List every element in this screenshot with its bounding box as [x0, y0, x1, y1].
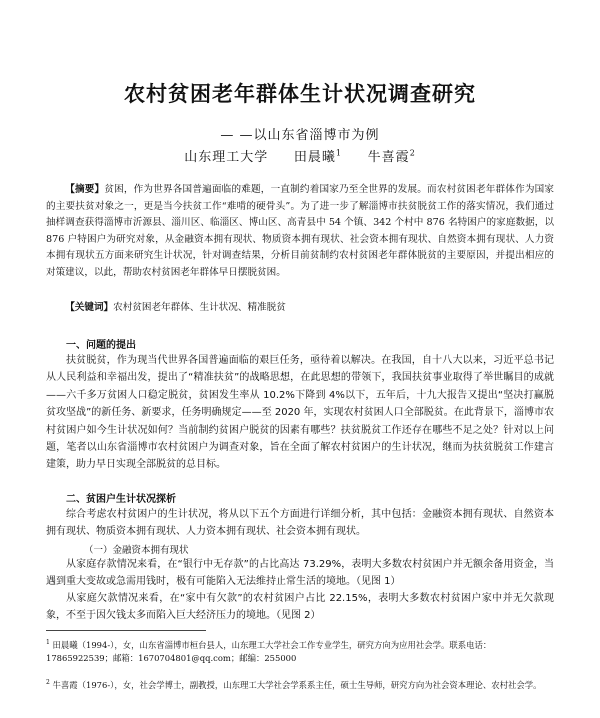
footnote-mark: 2: [409, 148, 416, 158]
keywords: [46, 300, 554, 316]
footnote-mark: 2: [46, 679, 50, 686]
paper-title: 农村贫困老年群体生计状况调查研究: [124, 81, 476, 106]
footnote-divider: [46, 630, 206, 631]
author-name: 田晨曦: [293, 150, 336, 165]
footnote: [46, 676, 554, 692]
abstract-text: 贫困，作为世界各国普遍面临的难题，一直制约着国家乃至全世界的发展。而农村贫困老年群体作为国家的主要扶贫对象之一，更是当今扶贫工作“难啃的硬骨头”。为了进一步了解淄博市扶贫脱贫工作的落实情况，我们通过抽样调查获得淄博市沂源县、淄川区、临淄区、博山区、高青县中 54 个镇、342 个村中 876 名特困户的家庭数据，以 876 户特困户为研究对象，从金融资本拥有现状、物质资本拥有现状、社会资本拥有现状、自然资本拥有现状、人力资本拥有现状五方面来研究生计状况，针对调查结果，分析目前贫制约农村贫困老年群体脱贫的主要原因，并提出相应的对策建议，以此，帮助农村贫困老年群体早日摆脱贫困。: [46, 184, 555, 278]
body-paragraph: 扶贫脱贫，作为现当代世界各国普遍面临的艰巨任务，亟待着以解决。在我国，自十八大以来，习近平总书记从人民利益和幸福出发，提出了“精准扶贫”的战略思想，在此思想的带领下，我国扶贫事业取得了举世瞩目的成就——六千多万贫困人口稳定脱贫，贫困发生率从 10.2%下降到 4%以下，五年后，十九大报告又提出“坚决打赢脱贫攻坚战”的新任务、新要求，任务明确规定——至 2020 年，实现农村贫困人口全部脱贫。在此背景下，淄博市农村贫困户如今生计状况如何？当前制约贫困户脱贫的因素有哪些？扶贫脱贫工作还存在哪些不足之处？针对以上问题，笔者以山东省淄博市农村贫困户为调查对象，旨在全面了解农村贫困户的生计状况，继而为扶贫脱贫工作建言建策，助力早日实现全部脱贫的总目标。: [46, 355, 554, 471]
body-paragraph: 综合考虑农村贫困户的生计状况，将从以下五个方面进行详细分析，其中包括：金融资本拥有现状、自然资本拥有现状、物质资本拥有现状、人力资本拥有现状、社会资本拥有现状。: [46, 509, 554, 538]
section-heading: 二、贫困户生计状况探析: [66, 494, 176, 505]
affiliation: 山东理工大学: [184, 150, 269, 165]
subsection-heading: （一）金融资本拥有现状: [84, 545, 189, 556]
body-paragraph: 从家庭存款情况来看，在“银行中无存款”的占比高达 73.29%，表明大多数农村贫困户并无额余备用资金，当遇到重大变故或急需用钱时，极有可能陷入无法维持止常生活的境地。（见图 1）: [46, 559, 554, 588]
footnote-text: 田晨曦（1994-），女，山东省淄博市桓台县人，山东理工大学社会工作专业学生，研究方向为应用社会学。联系电话：17865922539；邮箱：1670704801@qq.com；邮编：255000: [46, 639, 492, 663]
abstract-label: 【摘要】: [65, 184, 105, 195]
footnote-mark: 1: [335, 148, 342, 158]
abstract: [46, 182, 554, 282]
keywords-label: 【关键词】: [65, 302, 114, 313]
body-paragraph: 从家庭欠款情况来看，在“家中有欠款”的农村贫困户占比 22.15%，表明大多数农村贫困户家中并无欠款现象，不至于因欠钱太多而陷入巨大经济压力的境地。（见图 2）: [46, 593, 554, 622]
footnote: [46, 636, 554, 665]
author-line: [0, 146, 600, 165]
footnote-mark: 1: [46, 639, 50, 646]
author-name: 牛喜霞: [367, 150, 410, 165]
keywords-text: 农村贫困老年群体、生计状况、精准脱贫: [113, 302, 286, 313]
paper-subtitle: — —以山东省淄博市为例: [220, 128, 380, 143]
section-heading: 一、问题的提出: [66, 340, 136, 351]
footnote-text: 牛喜霞（1976-），女，社会学博士，副教授，山东理工大学社会学系系主任，硕士生导师，研究方向为社会资本理论、农村社会学。: [52, 679, 542, 690]
